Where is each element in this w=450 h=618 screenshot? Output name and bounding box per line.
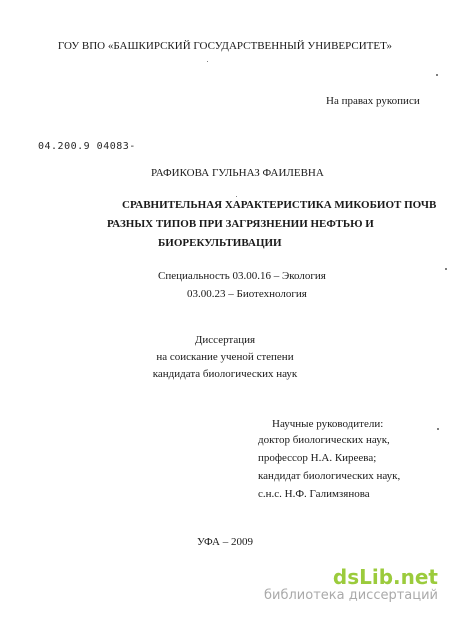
supervisor-1-degree: доктор биологических наук,: [258, 434, 390, 446]
archive-stamp: 04.200.9 04083-: [38, 141, 136, 152]
title-line-2: РАЗНЫХ ТИПОВ ПРИ ЗАГРЯЗНЕНИИ НЕФТЬЮ И: [107, 218, 374, 230]
watermark-subtitle: библиотека диссертаций: [264, 588, 438, 603]
watermark-logo: dsLib.net: [332, 565, 438, 589]
degree-line-1: Диссертация: [194, 334, 256, 346]
scan-speck: [207, 61, 208, 62]
supervisor-2-degree: кандидат биологических наук,: [258, 470, 401, 482]
title-line-1: СРАВНИТЕЛЬНАЯ ХАРАКТЕРИСТИКА МИКОБИОТ ПОЧВ: [122, 199, 437, 211]
scan-speck: [445, 268, 447, 270]
degree-line-2: на соискание ученой степени: [156, 351, 294, 363]
scan-speck: [437, 428, 439, 430]
specialty-line-1: Специальность 03.00.16 – Экология: [158, 270, 326, 282]
watermark: [264, 566, 438, 603]
supervisor-1-name: профессор Н.А. Киреева;: [258, 452, 377, 464]
author-name: РАФИКОВА ГУЛЬНАЗ ФАИЛЕВНА: [151, 167, 324, 179]
supervisor-2-name: с.н.с. Н.Ф. Галимзянова: [258, 488, 370, 500]
rights-note: На правах рукописи: [326, 95, 420, 107]
specialty-line-2: 03.00.23 – Биотехнология: [187, 288, 307, 300]
title-line-3: БИОРЕКУЛЬТИВАЦИИ: [158, 237, 282, 249]
institution-name: ГОУ ВПО «БАШКИРСКИЙ ГОСУДАРСТВЕННЫЙ УНИВЕРСИТЕТ»: [57, 40, 393, 52]
supervisors-heading: Научные руководители:: [272, 418, 384, 430]
degree-line-3: кандидата биологических наук: [152, 368, 298, 380]
scan-speck: [436, 74, 438, 76]
place-year: УФА – 2009: [197, 536, 253, 548]
scan-speck: [236, 196, 237, 197]
